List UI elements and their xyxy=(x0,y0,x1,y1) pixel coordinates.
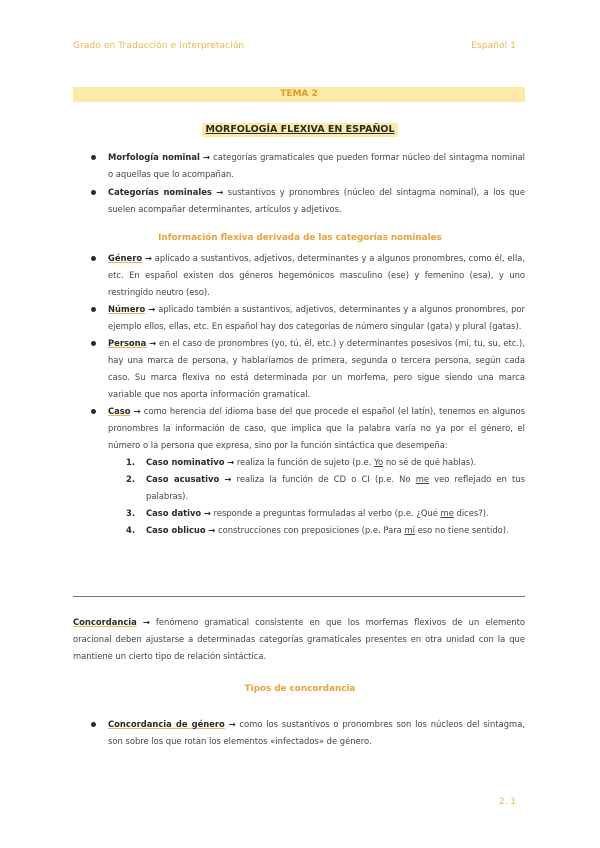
list-item xyxy=(73,149,525,183)
intro-list xyxy=(73,149,525,218)
categories-list xyxy=(73,250,525,539)
arrow-icon: → xyxy=(208,525,216,535)
case-example-word: me xyxy=(415,474,430,484)
list-item-text: aplicado también a sustantivos, adjetivos, determinantes y a algunos pronombres, por ejemplo ellos, ellas, etc. En español hay dos categorías de número singular (gata) y plural (gatas). xyxy=(108,304,525,331)
case-text-before: construcciones con preposiciones (p.e. Para xyxy=(215,525,405,535)
list-item-number: 1. xyxy=(126,457,136,467)
list-item-term: Género xyxy=(108,253,143,263)
arrow-icon: → xyxy=(133,406,141,416)
list-item-term: Categorías nominales xyxy=(108,187,212,197)
cases-list xyxy=(73,454,525,539)
list-item xyxy=(73,335,525,403)
case-text-before: responde a preguntas formuladas al verbo (p.e. ¿Qué xyxy=(210,508,441,518)
concordancia-paragraph xyxy=(73,614,525,665)
case-text-before: realiza la función de CD o CI (p.e. No xyxy=(231,474,416,484)
arrow-icon: → xyxy=(224,474,232,484)
list-item-number: 3. xyxy=(126,508,136,518)
list-item-term: Morfología nominal xyxy=(108,152,200,162)
list-item-text: aplicado a sustantivos, adjetivos, determinantes y a algunos pronombres, como él, ella, etc. En español existen dos géneros hegemónicos masculino (ese) y femenino (esa), y uno restringido neutro (eso). xyxy=(108,253,525,297)
case-text-after: dices?). xyxy=(453,508,489,518)
list-item-term: Número xyxy=(108,304,146,314)
section-title: Información flexiva derivada de las categorías nominales xyxy=(158,233,442,243)
list-item-text: categorías gramaticales que pueden formar núcleo del sintagma nominal o aquellas que lo acompañan. xyxy=(108,152,525,179)
list-item-text: sustantivos y pronombres (núcleo del sintagma nominal), a los que suelen acompañar determinantes, artículos y adjetivos. xyxy=(108,187,526,214)
list-item-text: en el caso de pronombres (yo, tú, él, etc.) y determinantes posesivos (mi, tu, su, etc.), hay una marca de persona, y hablaríamos de primera, segunda o tercera persona, según cada caso. Su marca flexiva no está determinada por un morfema, pero sigue siendo una marca variable que nos aporta información gramatical. xyxy=(108,338,525,399)
case-example-word: mí xyxy=(404,525,415,535)
case-example-word: me xyxy=(440,508,454,518)
list-item-term: Caso xyxy=(108,406,131,416)
list-item xyxy=(73,184,525,218)
list-item xyxy=(126,454,525,471)
arrow-icon: → xyxy=(203,508,211,518)
list-item xyxy=(126,522,525,539)
list-item-term: Caso dativo xyxy=(146,508,202,518)
page-title: MORFOLOGÍA FLEXIVA EN ESPAÑOL xyxy=(202,123,397,137)
list-item xyxy=(73,250,525,301)
arrow-icon: → xyxy=(144,253,152,263)
list-item xyxy=(73,301,525,335)
list-item-number: 2. xyxy=(126,474,136,484)
types-list xyxy=(73,716,525,750)
page-number: 2. 1 xyxy=(498,797,516,807)
list-item xyxy=(73,716,525,750)
arrow-icon: → xyxy=(142,617,150,627)
arrow-icon: → xyxy=(227,457,235,467)
header-course: Grado en Traducción e Interpretación xyxy=(73,41,245,51)
list-item-term: Persona xyxy=(108,338,147,348)
page-title-wrap xyxy=(0,117,600,137)
concordancia-term: Concordancia xyxy=(73,617,137,627)
case-text-after: veo reflejado en tus palabras). xyxy=(146,474,525,501)
section-title: Tipos de concordancia xyxy=(244,684,356,694)
case-example-word: Yo xyxy=(374,457,384,467)
case-text-before: realiza la función de sujeto (p.e. xyxy=(234,457,375,467)
list-item-term: Concordancia de género xyxy=(108,719,225,729)
list-item-text: como los sustantivos o pronombres son los núcleos del sintagma, son sobre los que rotan los elementos «infectados» de género. xyxy=(108,719,525,746)
arrow-icon: → xyxy=(228,719,236,729)
list-item-number: 4. xyxy=(126,525,136,535)
case-text-after: eso no tiene sentido). xyxy=(414,525,509,535)
case-text-after: no sé de qué hablas). xyxy=(383,457,477,467)
list-item xyxy=(73,403,525,454)
arrow-icon: → xyxy=(148,304,156,314)
list-item xyxy=(126,471,525,505)
list-item-term: Caso acusativo xyxy=(146,474,220,484)
arrow-icon: → xyxy=(216,187,224,197)
theme-banner: TEMA 2 xyxy=(73,87,525,102)
list-item-term: Caso nominativo xyxy=(146,457,225,467)
list-item xyxy=(126,505,525,522)
arrow-icon: → xyxy=(149,338,157,348)
arrow-icon: → xyxy=(203,152,211,162)
list-item-text: como herencia del idioma base del que procede el español (el latín), tenemos en algunos pronombres la información de caso, que implica que la palabra varía no ya por el género, el número o la persona que expresa, sino por la función sintáctica que desempeña: xyxy=(108,406,525,450)
concordancia-text: fenómeno gramatical consistente en que los morfemas flexivos de un elemento oracional deben ajustarse a determinadas categorías gramaticales presentes en otra unidad con la que mantiene un cierto tipo de relación sintáctica. xyxy=(73,617,525,661)
section-divider xyxy=(73,596,525,597)
list-item-term: Caso oblicuo xyxy=(146,525,206,535)
header-subject: Español 1 xyxy=(471,41,516,51)
